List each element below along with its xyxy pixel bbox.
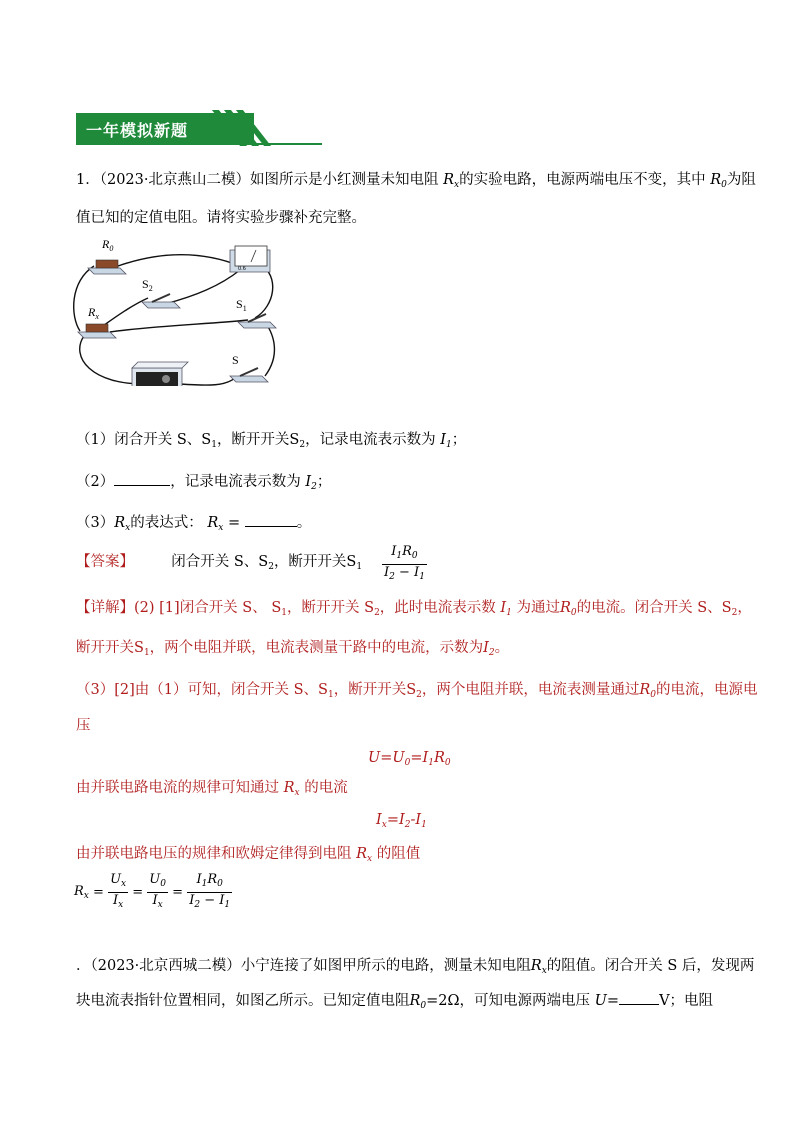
answer-label: 【答案】 (76, 554, 134, 570)
q1-step3: $(3)R_x$的表达式： $R_x$ = 。 (76, 512, 311, 538)
equation-voltage: $U=U_0=I_1R_0$ (368, 750, 451, 768)
answer-row: 【答案】 闭合开关 S、$S_2$，断开开关$S_1$ (76, 554, 363, 572)
answer-blank (114, 471, 170, 486)
wire (110, 320, 248, 332)
detail-line4: 由并联电路电流的规律可知通过 $R_x$ 的电流 (76, 780, 348, 798)
wire (118, 255, 240, 266)
wire (265, 322, 274, 376)
equation-current: $I_x=I_2-I_1$ (376, 812, 427, 830)
answer-fraction: $\frac{I_1R_0}{I_2 - I_1}$ (382, 544, 427, 585)
q1-line2: 值已知的定值电阻。请将实验步骤补充完整。 (76, 210, 366, 226)
ammeter-scale: 0.6 (238, 266, 246, 272)
detail-line1: 【详解】(2) [1]闭合开关 S、 $S_1$，断开开关 $S_2$，此时电流表示数 $I_1$ 为通过$R_0$的电流。闭合开关 S、$S_2$， (76, 600, 752, 618)
detail-line2: 断开开关$S_1$，两个电阻并联，电流表测量干路中的电流，示数为$I_2$。 (76, 640, 510, 658)
detail-line5: 由并联电路电压的规律和欧姆定律得到电阻 $R_x$ 的阻值 (76, 846, 421, 864)
resistor-rx (78, 324, 116, 338)
detail-label: 【详解】 (76, 600, 134, 616)
q1-step1: （1）闭合开关 S、$S_1$，断开开关$S_2$，记录电流表示数为 $I_1$； (76, 432, 467, 450)
s1-label: $S_1$ (236, 297, 247, 313)
q1-step2: （2） ，记录电流表示数为 $I_2$； (76, 471, 331, 497)
wire (100, 298, 148, 328)
r0-label: $R_0$ (102, 237, 114, 253)
section-title: 一年模拟新题 (86, 121, 189, 140)
ammeter (230, 246, 270, 272)
circuit-diagram (70, 236, 285, 386)
power-supply (132, 362, 188, 386)
answer-blank (619, 990, 659, 1005)
answer-blank (245, 512, 297, 527)
q1-line1: 1．（2023·北京燕山二模）如图所示是小红测量未知电阻 $R_x$的实验电路，电源两端电压不变，其中 $R_0$为阻 (76, 172, 756, 190)
wire (74, 266, 94, 331)
detail-line3: （3）[2]由（1）可知，闭合开关 S、$S_1$，断开开关$S_2$，两个电阻并联，电流表测量通过$R_0$的电流，电源电 (76, 682, 758, 700)
wire (165, 270, 240, 304)
switch-s (230, 368, 268, 382)
q2-line1: ．（2023·北京西城二模）小宁连接了如图甲所示的电路，测量未知电阻$R_x$的阻值。闭合开关 S 后，发现两 (76, 958, 755, 976)
s-label: S (232, 353, 239, 367)
equation-resistance: $R_x$ = $\frac{U_x}{I_x}$ = $\frac{U_0}{I_x}$ = $\frac{I_1R_0}{I_2 - I_1}$ (74, 872, 232, 913)
rx-label: $R_x$ (88, 305, 99, 321)
s2-label: $S_2$ (142, 277, 153, 293)
q2-line2: 块电流表指针位置相同，如图乙所示。已知定值电阻$R_0=2\Omega$，可知电源两端电压 U= V；电阻 (76, 990, 713, 1016)
detail-line3b: 压 (76, 718, 91, 734)
wire (180, 378, 235, 385)
banner-underline (76, 143, 322, 145)
